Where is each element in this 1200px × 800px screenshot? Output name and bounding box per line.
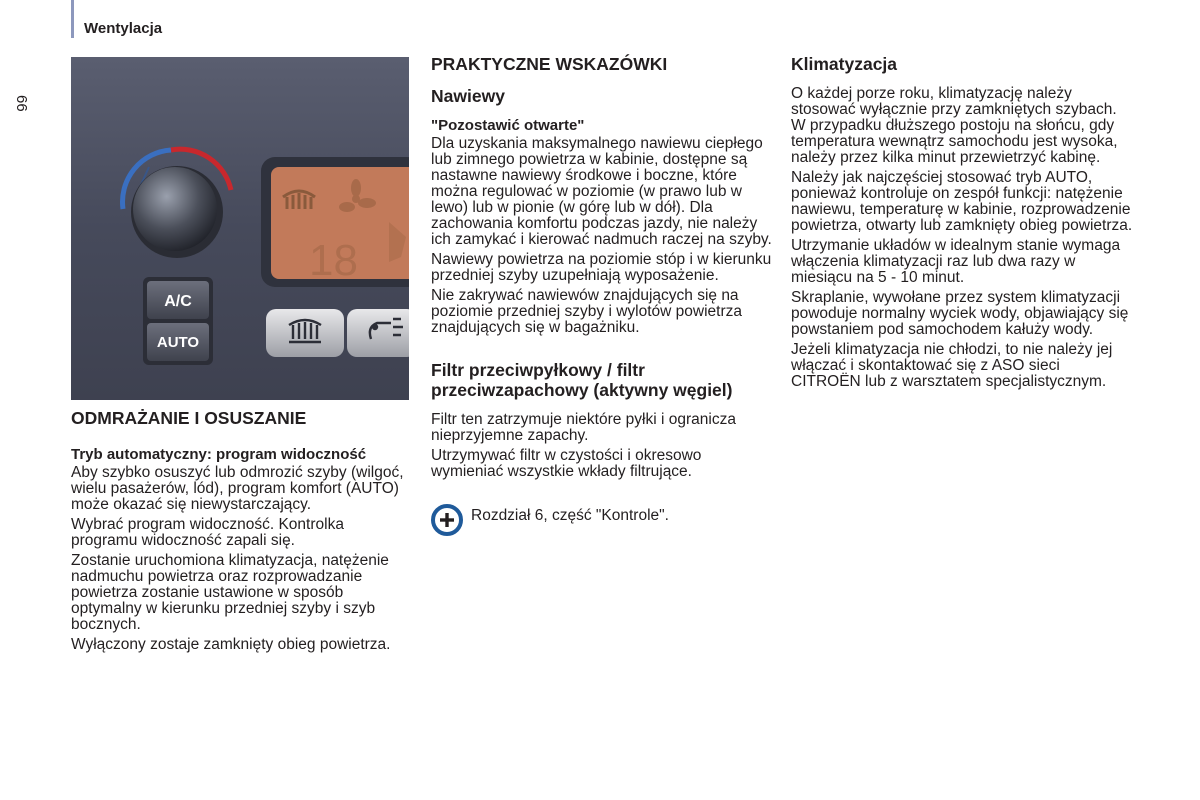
paragraph: Wybrać program widoczność. Kontrolka programu widoczność zapali się. [71,516,344,549]
section-label: Wentylacja [84,20,163,37]
temperature-knob[interactable] [133,167,217,251]
air-distribution-button[interactable] [347,309,409,357]
paragraph: Dla uzyskania maksymalnego nawiewu ciepłego lub zimnego powietrza w kabinie, dostępne są nastawne nawiewy środkowe i boczne, które można regulować w poziomie (w prawo lub w lewo) lub w pionie (w górę lub w dół). Dla zachowania komfortu podczas jazdy, nie należy ich zamykać i kierować nadmuch raczej na szyby. [431,135,772,248]
paragraph: Zostanie uruchomiona klimatyzacja, natężenie nadmuchu powietrza oraz rozprowadzanie powietrza zostanie ustawione w sposób optymalny w kierunku przedniej szyby i szyb bocznych. [71,552,389,633]
paragraph: Skraplanie, wywołane przez system klimatyzacji powoduje normalny wyciek wody, objawiający się powstaniem pod samochodem kałuży wody. [791,289,1129,338]
climate-panel-photo [71,57,409,400]
paragraph: O każdej porze roku, klimatyzację należy stosować wyłącznie przy zamkniętych szybach. W przypadku dłuższego postoju na słońcu, gdy temperatura wewnątrz samochodu jest wysoka, należy przez kilka minut przewietrzyć kabinę. [791,85,1118,166]
middle-column [431,54,773,536]
right-column [791,54,1133,394]
paragraph: Aby szybko osuszyć lub odmrozić szyby (wilgoć, wielu pasażerów, lód), program komfort (AUTO) może okazać się niewystarczający. [71,464,404,513]
paragraph: Nawiewy powietrza na poziomie stóp i w kierunku przedniej szyby uzupełniają wyposażenie. [431,251,772,284]
tips-heading: PRAKTYCZNE WSKAZÓWKI [431,54,668,74]
defrost-indicator-icon [283,191,315,209]
paragraph: Jeżeli klimatyzacja nie chłodzi, to nie należy jej włączać i skontaktować się z ASO sieci CITROËN lub z warsztatem specjalistycznym. [791,341,1113,390]
margin-bar [71,0,74,38]
defrost-button-icon [289,320,321,342]
plus-info-icon [431,504,463,536]
keep-open-subheading: "Pozostawić otwarte" [431,117,585,134]
paragraph: Wyłączony zostaje zamknięty obieg powietrza. [71,636,391,653]
page-number: 66 [13,95,30,112]
paragraph: Należy jak najczęściej stosować tryb AUTO, ponieważ kontroluje on zespół funkcji: natężenie nawiewu, temperaturę w kabinie, rozprowadzenie powietrza, otwarty lub zamknięty obieg powietrza. [791,169,1133,234]
ac-button-label: A/C [164,293,192,310]
climate-panel-illustration [71,57,409,400]
left-column [71,408,411,657]
defrost-section-heading: ODMRAŻANIE I OSUSZANIE [71,408,307,428]
auto-mode-subheading: Tryb automatyczny: program widoczność [71,446,367,463]
paragraph: Nie zakrywać nawiewów znajdujących się na poziomie przedniej szyby i wylotów powietrza znajdujących się w bagażniku. [431,287,742,336]
paragraph: Filtr ten zatrzymuje niektóre pyłki i ogranicza nieprzyjemne zapachy. [431,411,736,444]
chapter-reference [431,508,773,536]
ac-heading: Klimatyzacja [791,54,898,74]
temperature-readout: 18 [309,236,358,285]
paragraph: Utrzymanie układów w idealnym stanie wymaga włączenia klimatyzacji raz lub dwa razy w miesiącu na 5 - 10 minut. [791,237,1121,286]
paragraph: Utrzymywać filtr w czystości i okresowo wymieniać wszystkie wkłady filtrujące. [431,447,702,480]
reference-text: Rozdział 6, część "Kontrole". [471,507,669,524]
filter-heading: Filtr przeciwpyłkowy / filtr przeciwzapachowy (aktywny węgiel) [431,360,733,400]
auto-button-label: AUTO [156,334,200,351]
vents-heading: Nawiewy [431,86,505,106]
